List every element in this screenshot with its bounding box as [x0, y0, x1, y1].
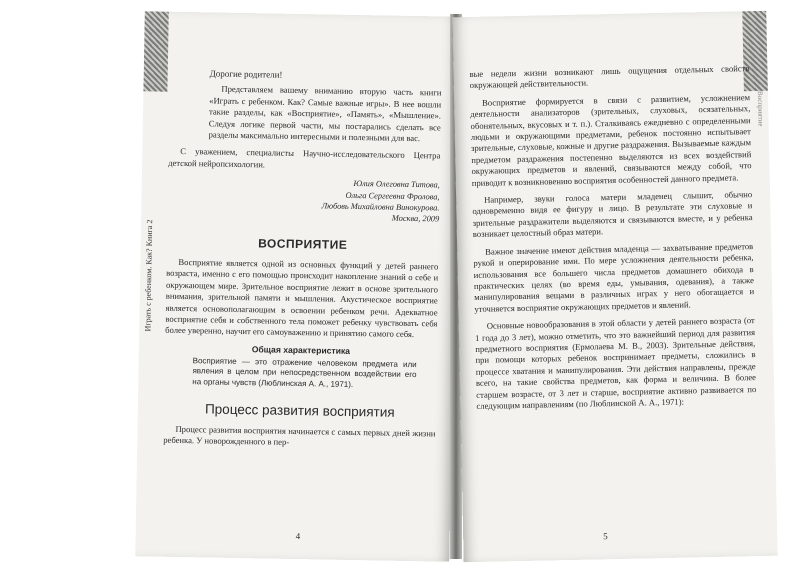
- open-book: [140, 14, 772, 559]
- section-text: Восприятие является одной из основных функций у детей раннего возраста, именно с его помощью происходит накопление знаний о себе и окружающем мире. Зрительное восприятие лежит в основе зрительного внимания, зрительной памяти и мышления. Акустическое восприятие является основополагающим в освоении ребенком речи. Адекватное восприятие себя и собственного тела поможет ребенку чувствовать себя более уверенно, научит его самоуважению и принятию самого себя.: [165, 256, 439, 340]
- paragraph-5: Основные новообразования в этой области у детей раннего возраста (от 1 года до 3 лет), можно отметить, что это важнейший период для развития предметного восприятия (Ермолаева М. В., 2003). Зрительные действия, при помощи которых ребенок воспринимает предметы, сложились в процессе хватания и манипулирования. Эти действия направлены, прежде всего, на такие свойства предметов, как форма и величина. В более старшем возрасте, от 3 лет и старше, восприятие активно развивается по следующим направлениям (по Люблинской А. А., 1971):: [474, 315, 757, 411]
- section-title: ВОСПРИЯТИЕ: [258, 236, 348, 252]
- right-page: [452, 11, 777, 562]
- page-number-right: 5: [603, 531, 608, 542]
- greeting-title: Дорогие родители!: [209, 68, 283, 80]
- page-corner-pattern: [143, 11, 168, 91]
- paragraph-2: Восприятие формируется в связи с развитием, усложнением деятельности анализаторов (зрительных, слуховых, осязательных, обонятельных, вкусовых и т. п.). Сталкиваясь ежедневно с определенными людьми и окружающими предметами, ребенок постоянно испытывает зрительные, слуховые, кожные и другие раздражения. Вызываемые каждым предметом раздражения постепенно выделяются из всех воздействий окружающих предметов и явлений, связываются между собой, что приводит к возникновению восприятия особенностей данного предмета.: [470, 91, 752, 188]
- greeting-text: Представляем вашему вниманию вторую часть книги «Играть с ребенком. Как? Самые важные игры». В нее вошли такие разделы, как «Восприятие», «Память», «Мышление». Следуя логике первой части, мы постарались сделать все разделы максимально интересными и полезными для вас.: [208, 84, 442, 144]
- subsection-title: Общая характеристика: [251, 343, 351, 356]
- paragraph-3: Например, звуки голоса матери младенец слышит, обычно одновременно видя ее фигуру и лицо. В результате эти слуховые и зрительные раздражители выделяются и связываются вместе, и у ребенка возникает целостный образ матери.: [472, 189, 753, 240]
- page-number-left: 4: [295, 531, 301, 542]
- definition-text: Восприятие — это отражение человеком предмета или явления в целом при непосредственном воздействии его на органы чувств (Люблинская А. А., 1971).: [192, 355, 417, 389]
- left-page: [135, 11, 458, 561]
- signature-city-year: Москва, 2009: [391, 214, 440, 224]
- paragraph-1: вые недели жизни возникают лишь ощущения отдельных свойств окружающей действительности.: [469, 63, 750, 91]
- running-header-right: Восприятие: [755, 90, 765, 127]
- right-page-content: [469, 63, 756, 412]
- paragraph-4: Важное значение имеют действия младенца — захватывание предметов рукой и оперирование ими. По мере усложнения деятельности ребенка, использования все большего числа предметов домашнего обихода в практических целях (во время еды, умывания, одевания), а также манипулирования вещами в различных играх у него обогащается и уточняется восприятие окружающих предметов и явлений.: [473, 240, 755, 314]
- signature-2: Ольга Сергеевна Фролова,: [345, 190, 440, 202]
- running-header-left: Играть с ребенком. Как? Книга 2: [143, 219, 155, 332]
- process-title: Процесс развития восприятия: [204, 401, 395, 420]
- left-page-content: [163, 68, 442, 451]
- process-text: Процесс развития восприятия начинается с самых первых дней жизни ребенка. У новорожденного в пер-: [163, 423, 436, 448]
- regards-text: С уважением, специалисты Научно-исследовательского Центра детской нейропсихологии.: [168, 146, 441, 170]
- signature-1: Юлия Олеговна Титова,: [353, 179, 440, 190]
- signature-3: Любовь Михайловна Винокурова.: [321, 201, 440, 213]
